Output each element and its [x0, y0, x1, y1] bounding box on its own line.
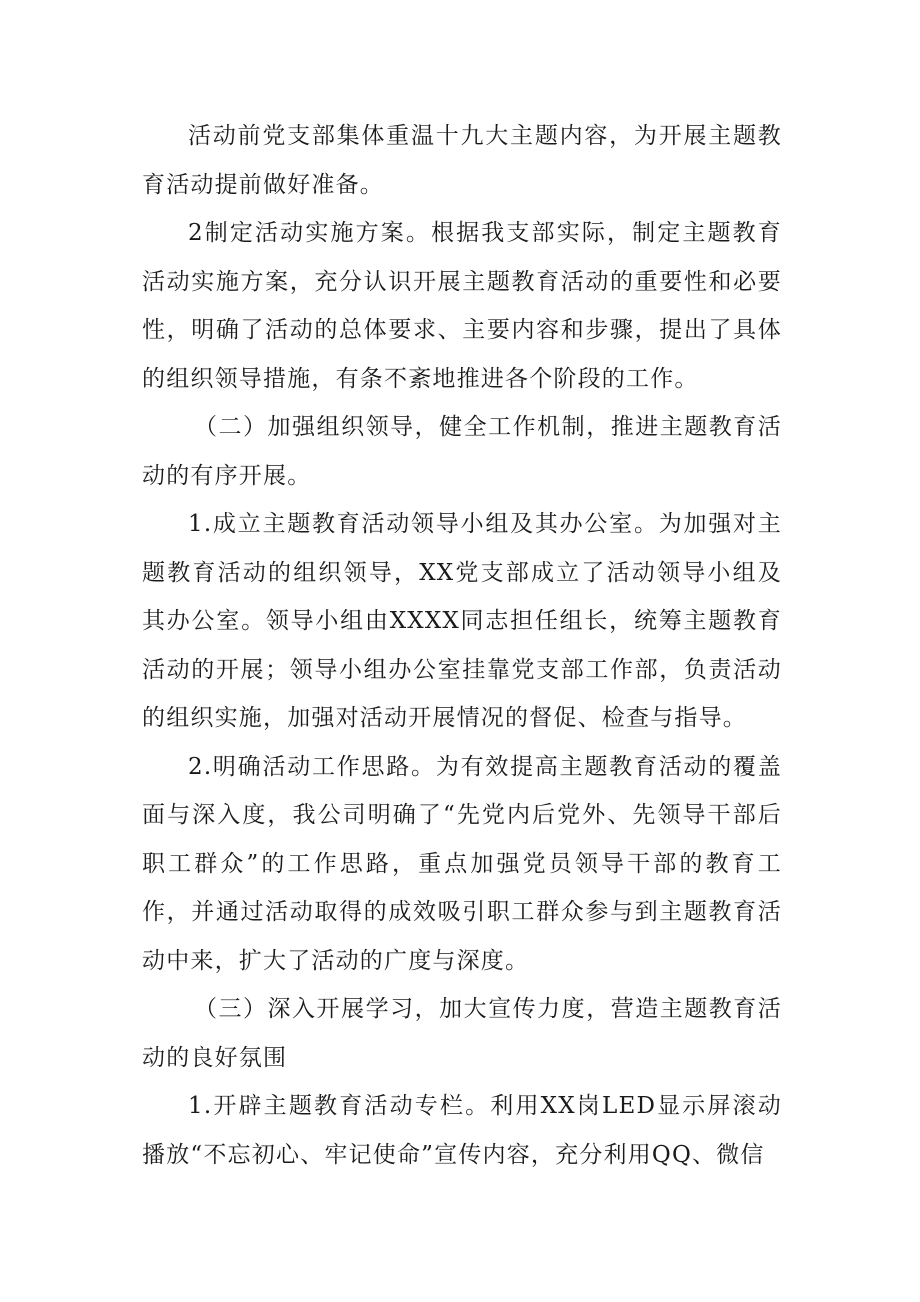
- document-page: [142, 112, 782, 1179]
- paragraph-column: 1.开辟主题教育活动专栏。利用XX岗LED显示屏滚动播放“不忘初心、牢记使命”宣传内容，充分利用QQ、微信: [142, 1093, 782, 1168]
- paragraph-leadership-group: 1.成立主题教育活动领导小组及其办公室。为加强对主题教育活动的组织领导，XX党支部成立了活动领导小组及其办公室。领导小组由XXXX同志担任组长，统筹主题教育活动的开展；领导小组办公室挂靠党支部工作部，负责活动的组织实施，加强对活动开展情况的督促、检查与指导。: [142, 511, 782, 731]
- section-heading-3: （三）深入开展学习，加大宣传力度，营造主题教育活动的良好氛围: [142, 996, 782, 1071]
- section-heading-2: （二）加强组织领导，健全工作机制，推进主题教育活动的有序开展。: [142, 414, 782, 489]
- paragraph-implementation-plan: 2制定活动实施方案。根据我支部实际，制定主题教育活动实施方案，充分认识开展主题教育活动的重要性和必要性，明确了活动的总体要求、主要内容和步骤，提出了具体的组织领导措施，有条不紊地推进各个阶段的工作。: [142, 220, 782, 392]
- paragraph-work-approach: 2.明确活动工作思路。为有效提高主题教育活动的覆盖面与深入度，我公司明确了“先党内后党外、先领导干部后职工群众”的工作思路，重点加强党员领导干部的教育工作，并通过活动取得的成效吸引职工群众参与到主题教育活动中来，扩大了活动的广度与深度。: [142, 753, 782, 974]
- paragraph-preparation: 活动前党支部集体重温十九大主题内容，为开展主题教育活动提前做好准备。: [142, 123, 782, 198]
